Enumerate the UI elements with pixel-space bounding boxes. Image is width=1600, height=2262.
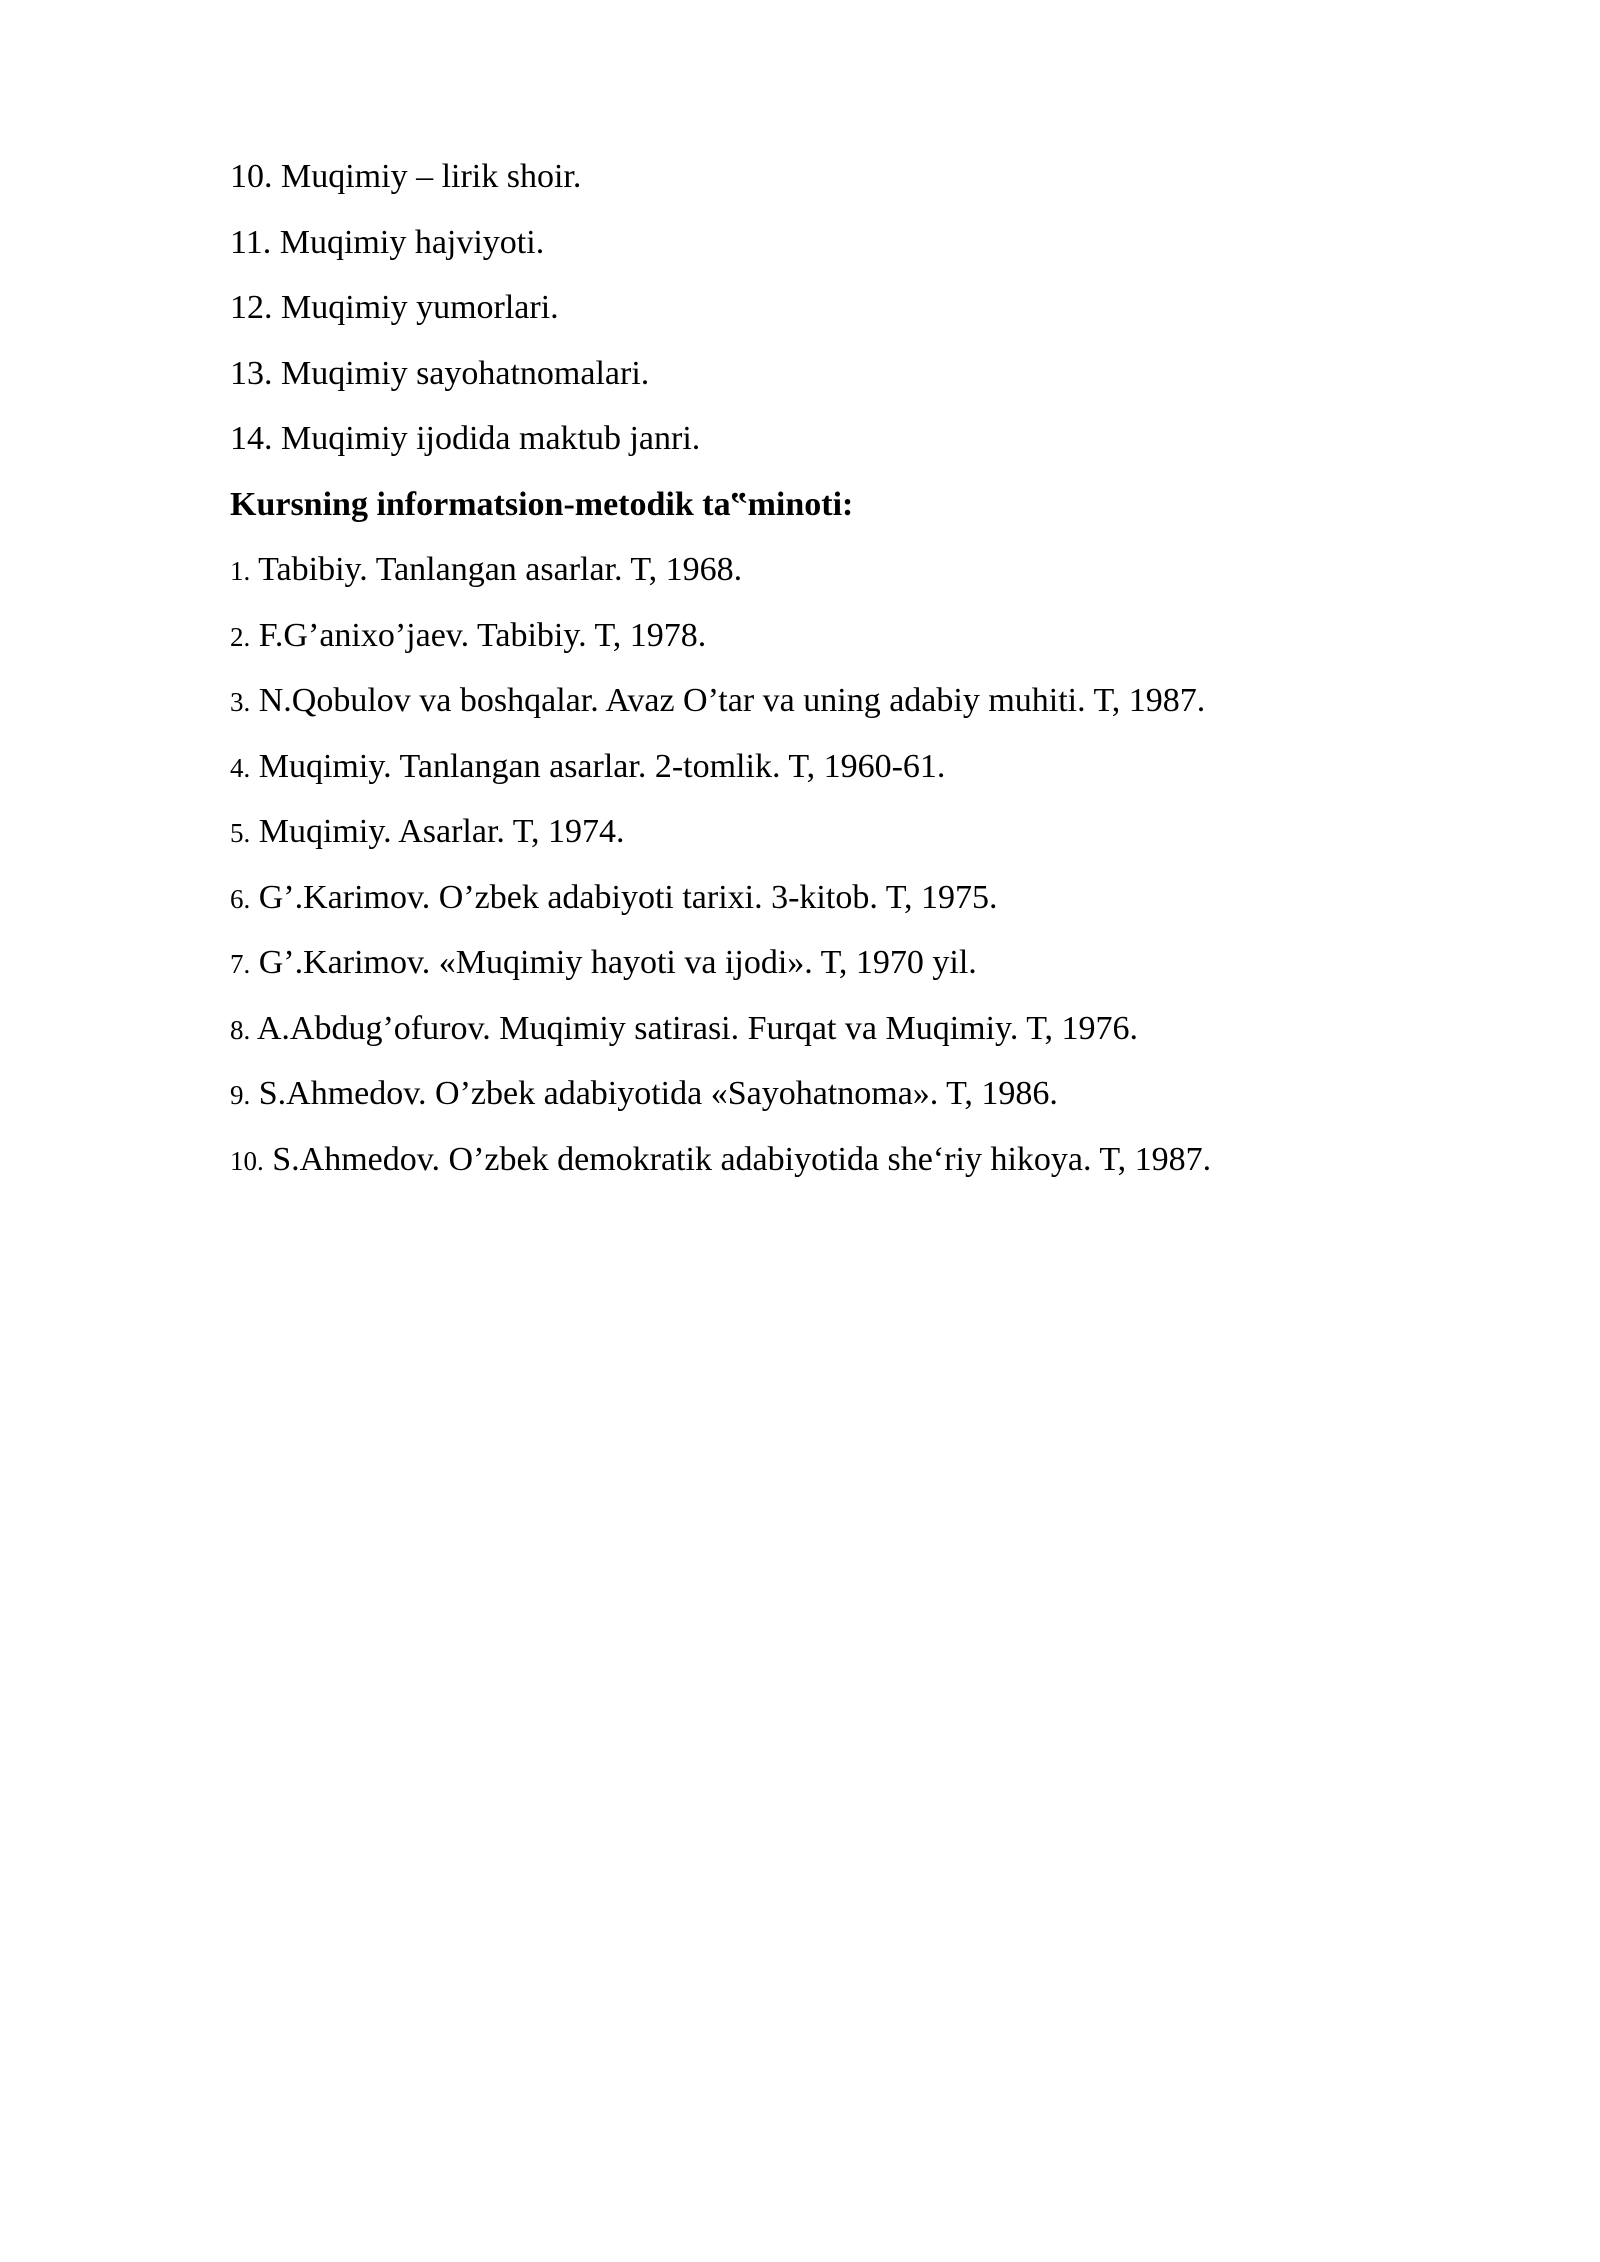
- reference-number: 6.: [230, 883, 251, 914]
- reference-item: [230, 936, 1430, 1002]
- reference-text: Muqimiy. Tanlangan asarlar. 2-tomlik. T, 1960-61.: [258, 747, 946, 785]
- topic-item: [230, 347, 1430, 413]
- reference-number: 5.: [230, 818, 251, 848]
- reference-text: Tabibiy. Tanlangan asarlar. T, 1968.: [258, 551, 743, 588]
- topic-text: Muqimiy hajviyoti.: [279, 223, 545, 261]
- reference-item: [230, 740, 1430, 806]
- reference-text: S.Ahmedov. O’zbek demokratik adabiyotida she‘riy hikoya. T, 1987.: [272, 1140, 1212, 1178]
- reference-text: F.G’anixo’jaev. Tabibiy. T, 1978.: [258, 616, 707, 654]
- reference-item: [230, 1002, 1430, 1068]
- reference-item: [230, 1067, 1430, 1133]
- reference-item: [230, 674, 1430, 740]
- reference-item: [230, 1133, 1430, 1199]
- reference-item: [230, 805, 1430, 871]
- topic-text: Muqimiy yumorlari.: [281, 289, 559, 326]
- reference-text: G’.Karimov. O’zbek adabiyoti tarixi. 3-kitob. T, 1975.: [258, 878, 998, 916]
- topic-number: 13.: [230, 354, 273, 392]
- topic-number: 10.: [230, 158, 273, 195]
- topic-item: [230, 412, 1430, 478]
- reference-text: A.Abdug’ofurov. Muqimiy satirasi. Furqat va Muqimiy. T, 1976.: [256, 1009, 1138, 1047]
- reference-number: 3.: [230, 687, 251, 717]
- reference-item: [230, 871, 1430, 937]
- topic-item: [230, 281, 1430, 347]
- topic-item: [230, 216, 1430, 282]
- reference-text: Muqimiy. Asarlar. T, 1974.: [258, 813, 625, 850]
- topic-text: Muqimiy – lirik shoir.: [281, 158, 582, 195]
- reference-number: 2.: [230, 621, 251, 652]
- reference-number: 9.: [230, 1080, 251, 1110]
- topic-text: Muqimiy sayohatnomalari.: [281, 354, 650, 392]
- document-page: [230, 150, 1430, 1198]
- reference-text: G’.Karimov. «Muqimiy hayoti va ijodi». T, 1970 yil.: [258, 944, 977, 981]
- reference-text: N.Qobulov va boshqalar. Avaz O’tar va uning adabiy muhiti. T, 1987.: [258, 682, 1206, 719]
- topic-text: Muqimiy ijodida maktub janri.: [281, 420, 701, 457]
- reference-number: 10.: [230, 1145, 264, 1176]
- topic-number: 11.: [230, 223, 272, 261]
- reference-number: 8.: [230, 1014, 251, 1045]
- reference-number: 1.: [230, 556, 251, 586]
- reference-item: [230, 543, 1430, 609]
- topic-item: [230, 150, 1430, 216]
- reference-number: 4.: [230, 752, 251, 783]
- reference-item: [230, 609, 1430, 675]
- reference-text: S.Ahmedov. O’zbek adabiyotida «Sayohatnoma». T, 1986.: [258, 1075, 1058, 1112]
- references-heading: Kursning informatsion-metodik ta‟minoti:: [230, 485, 854, 523]
- topic-number: 14.: [230, 420, 273, 457]
- topic-number: 12.: [230, 289, 273, 326]
- reference-number: 7.: [230, 949, 251, 979]
